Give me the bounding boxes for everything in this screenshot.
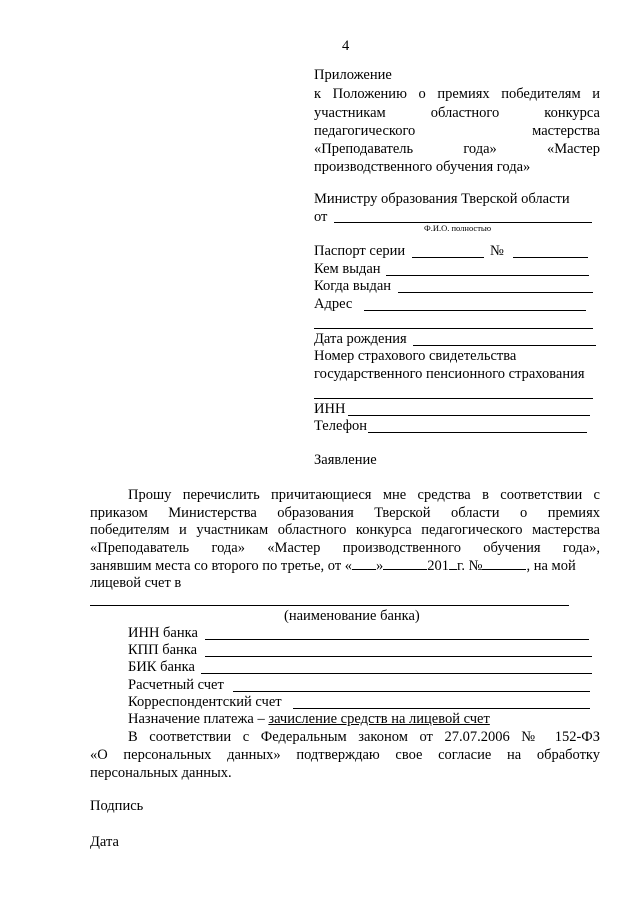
month-field[interactable] <box>383 557 427 570</box>
passport-number-field[interactable] <box>513 257 588 258</box>
date-label: Дата <box>90 834 119 850</box>
from-label: от <box>314 209 328 225</box>
issued-by-field[interactable] <box>386 275 589 276</box>
bank-inn-field[interactable] <box>205 639 589 640</box>
address-field-2[interactable] <box>314 328 593 329</box>
issued-when-field[interactable] <box>398 292 593 293</box>
appendix-line-4: «Преподаватель года» «Мастер <box>314 141 600 157</box>
bank-inn-label: ИНН банка <box>128 625 198 641</box>
place-text-e: , на мой <box>526 558 576 574</box>
place-text-c: 201 <box>427 558 450 574</box>
bank-name-hint: (наименование банка) <box>284 608 420 624</box>
appendix-line-1: к Положению о премиях победителям и <box>314 86 600 102</box>
place-line <box>90 557 576 575</box>
bank-bik-field[interactable] <box>201 673 592 674</box>
address-label: Адрес <box>314 296 353 312</box>
from-hint: Ф.И.О. полностью <box>424 223 492 233</box>
inn-field[interactable] <box>348 415 590 416</box>
account-line: лицевой счет в <box>90 575 182 591</box>
passport-number-label: № <box>490 243 504 259</box>
birth-date-label: Дата рождения <box>314 331 407 347</box>
correspondent-account-label: Корреспондентский счет <box>128 694 282 710</box>
appendix-title: Приложение <box>314 67 392 83</box>
insurance-label-2: государственного пенсионного страхования <box>314 366 585 382</box>
appendix-line-3: педагогического мастерства <box>314 123 600 139</box>
consent-line-3: персональных данных. <box>90 765 232 781</box>
year-field[interactable] <box>449 557 457 570</box>
body-line-2: приказом Министерства образования Тверской области о премиях <box>90 505 600 521</box>
place-text-b: » <box>376 558 384 574</box>
appendix-line-2: участникам областного конкурса <box>314 105 600 121</box>
payment-purpose-value: зачисление средств на лицевой счет <box>268 711 490 727</box>
bank-bik-label: БИК банка <box>128 659 195 675</box>
place-text-d: г. № <box>457 558 483 574</box>
order-number-field[interactable] <box>482 557 526 570</box>
signature-label: Подпись <box>90 798 144 814</box>
consent-line-1: В соответствии с Федеральным законом от 27.07.2006 № 152-ФЗ <box>128 729 600 745</box>
phone-label: Телефон <box>314 418 367 434</box>
phone-field[interactable] <box>368 432 587 433</box>
issued-when-label: Когда выдан <box>314 278 392 294</box>
day-field[interactable] <box>352 557 376 570</box>
settlement-account-label: Расчетный счет <box>128 677 224 693</box>
body-line-1: Прошу перечислить причитающиеся мне средства в соответствии с <box>128 487 600 503</box>
body-line-3: победителям и участникам областного конкурса педагогического мастерства <box>90 522 600 538</box>
payment-purpose <box>128 711 490 728</box>
addressee-to: Министру образования Тверской области <box>314 191 570 207</box>
address-field[interactable] <box>364 310 586 311</box>
statement-title: Заявление <box>314 452 377 468</box>
issued-by-label: Кем выдан <box>314 261 381 277</box>
bank-name-field[interactable] <box>90 605 569 606</box>
appendix-line-5: производственного обучения года» <box>314 159 531 175</box>
bank-kpp-field[interactable] <box>205 656 592 657</box>
inn-label: ИНН <box>314 401 346 417</box>
place-text-a: занявшим места со второго по третье, от « <box>90 558 353 574</box>
passport-series-label: Паспорт серии <box>314 243 406 259</box>
page-number: 4 <box>342 38 350 54</box>
insurance-label-1: Номер страхового свидетельства <box>314 348 517 364</box>
payment-purpose-label: Назначение платежа – <box>128 711 265 727</box>
passport-series-field[interactable] <box>412 257 484 258</box>
bank-kpp-label: КПП банка <box>128 642 198 658</box>
settlement-account-field[interactable] <box>233 691 590 692</box>
consent-line-2: «О персональных данных» подтверждаю свое согласие на обработку <box>90 747 600 763</box>
insurance-field[interactable] <box>314 398 593 399</box>
correspondent-account-field[interactable] <box>293 708 590 709</box>
birth-date-field[interactable] <box>413 345 596 346</box>
body-line-4: «Преподаватель года» «Мастер производственного обучения года», <box>90 540 600 556</box>
